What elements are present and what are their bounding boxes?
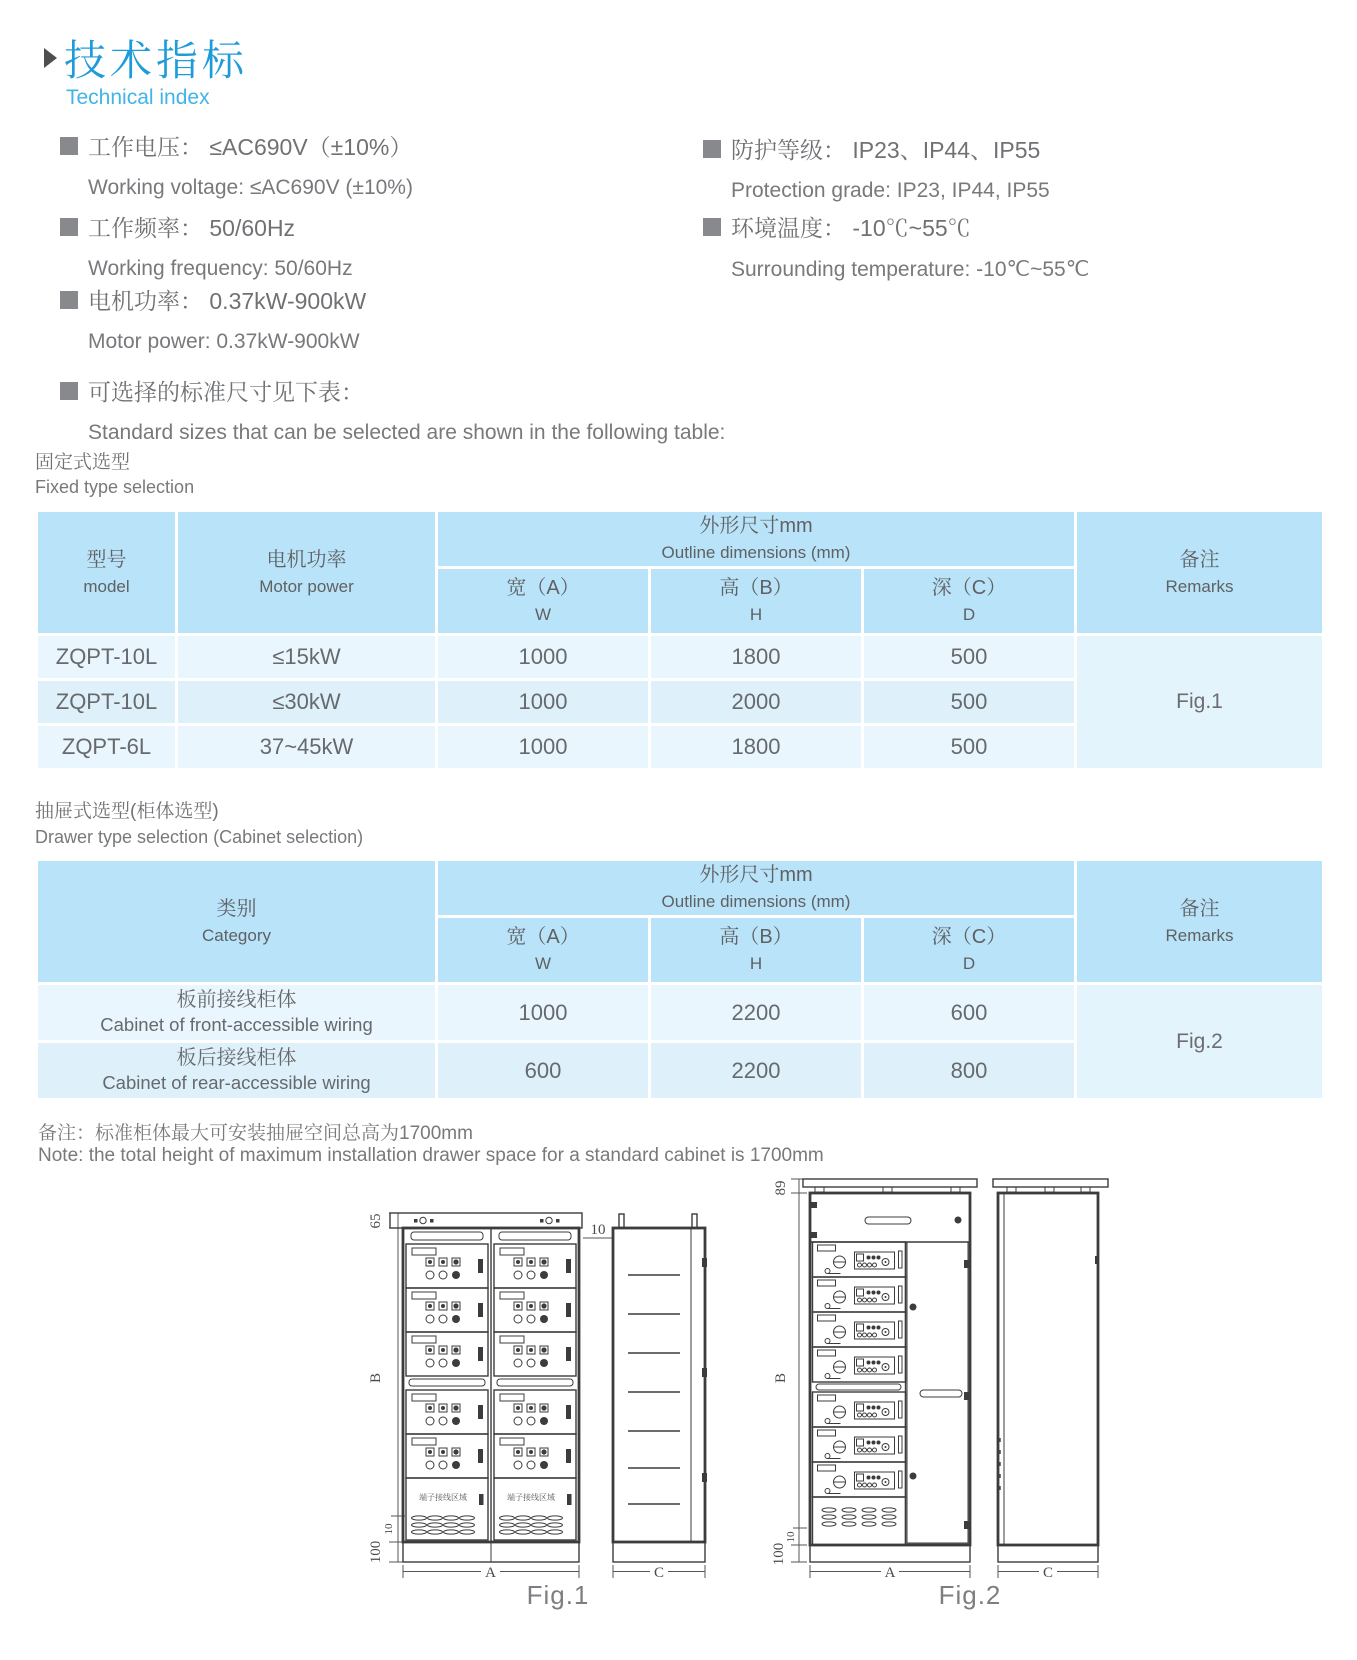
fixed-section-title-zh: 固定式选型: [35, 452, 131, 473]
cell-model: ZQPT-10L: [38, 636, 175, 678]
cell-depth: 600: [864, 985, 1074, 1040]
fixed-type-table: [35, 509, 1325, 771]
fig1-dim-width-label: A: [485, 1565, 496, 1581]
col-header-remarks: 备注 Remarks: [1077, 861, 1322, 982]
fig1-terminal-label: 端子接线区域: [507, 1493, 555, 1502]
fig2-dim-cap: 89: [773, 1180, 789, 1196]
cell-width: 1000: [438, 636, 648, 678]
col-header-depth: 深（C） D: [864, 918, 1074, 982]
cell-remarks: Fig.2: [1077, 985, 1322, 1098]
cell-power: 37~45kW: [178, 726, 435, 768]
cell-depth: 800: [864, 1043, 1074, 1098]
cell-width: 1000: [438, 726, 648, 768]
bullet-square-icon: [703, 218, 721, 236]
fig1-dimensions-left: [368, 1213, 405, 1563]
spec-zh-text: 工作频率： 50/60Hz: [88, 215, 296, 241]
spec-zh-text: 工作电压： ≤AC690V（±10%）: [88, 134, 413, 160]
fig2-dimensions-left: [771, 1179, 807, 1565]
fig1-dim-height: B: [368, 1372, 384, 1384]
fig2-dim-base: 100: [771, 1542, 787, 1566]
fig2-side-view: [993, 1179, 1108, 1562]
spec-zh-text: 电机功率： 0.37kW-900kW: [88, 288, 367, 314]
spec-motor-power: [60, 283, 366, 354]
spec-en-text: Surrounding temperature: -10℃~55℃: [731, 258, 1090, 281]
cell-category: 板前接线柜体 Cabinet of front-accessible wiring: [38, 985, 435, 1040]
spec-protection-grade: [703, 132, 1050, 203]
col-header-model: 型号 model: [38, 512, 175, 633]
cell-width: 1000: [438, 681, 648, 723]
bullet-square-icon: [60, 218, 78, 236]
fig1-front-view: [390, 1213, 582, 1562]
cell-width: 600: [438, 1043, 648, 1098]
col-header-outline-dimensions: 外形尺寸mm Outline dimensions (mm): [438, 861, 1074, 915]
cell-model: ZQPT-6L: [38, 726, 175, 768]
drawer-section-title-zh: 抽屉式选型(柜体选型): [35, 801, 219, 822]
cell-width: 1000: [438, 985, 648, 1040]
spec-en-text: Motor power: 0.37kW-900kW: [88, 330, 360, 353]
section-arrow-icon: [44, 48, 57, 68]
col-header-height: 高（B） H: [651, 918, 861, 982]
spec-zh-text: 环境温度： -10℃~55℃: [731, 215, 971, 241]
col-header-category: 类别 Category: [38, 861, 435, 982]
fig1-dim-depth: [613, 1565, 705, 1581]
col-header-width: 宽（A） W: [438, 569, 648, 633]
bullet-square-icon: [60, 382, 78, 400]
cell-height: 1800: [651, 636, 861, 678]
spec-en-text: Working frequency: 50/60Hz: [88, 257, 353, 280]
page-title: 技术指标: [64, 37, 249, 84]
fig2-dim-depth-label: C: [1042, 1565, 1054, 1581]
spec-en-text: Standard sizes that can be selected are shown in the following table:: [88, 421, 726, 444]
cell-model: ZQPT-10L: [38, 681, 175, 723]
col-header-motor-power: 电机功率 Motor power: [178, 512, 435, 633]
fig2-caption: Fig.2: [938, 1580, 1002, 1610]
fig2-drawing: [715, 1138, 1110, 1613]
cell-depth: 500: [864, 636, 1074, 678]
table-row: [38, 985, 1322, 1040]
bullet-square-icon: [60, 291, 78, 309]
fig2-dim-vent: 10: [785, 1531, 797, 1543]
fig1-dim-depth-label: C: [653, 1565, 665, 1581]
col-header-remarks: 备注 Remarks: [1077, 512, 1322, 633]
fig1-drawing: [335, 1138, 715, 1613]
cell-depth: 500: [864, 726, 1074, 768]
cell-height: 2200: [651, 985, 861, 1040]
spec-surrounding-temperature: [703, 210, 1089, 282]
note-en: Note: the total height of maximum installation drawer space for a standard cabinet is 1700mm: [38, 1145, 824, 1166]
fig1-caption: Fig.1: [526, 1580, 590, 1610]
fig1-dim-cap: 65: [368, 1213, 384, 1229]
cell-category: 板后接线柜体 Cabinet of rear-accessible wiring: [38, 1043, 435, 1098]
cell-height: 2200: [651, 1043, 861, 1098]
bullet-square-icon: [703, 140, 721, 158]
fixed-section-title-en: Fixed type selection: [35, 477, 195, 497]
spec-zh-text: 防护等级： IP23、IP44、IP55: [731, 137, 1041, 163]
fig1-side-view: [613, 1214, 707, 1562]
fig1-dim-width: [403, 1565, 579, 1581]
fig2-dim-width: [810, 1565, 970, 1581]
spec-working-voltage: [60, 129, 413, 200]
page-subtitle: Technical index: [66, 86, 210, 109]
cell-power: ≤30kW: [178, 681, 435, 723]
cell-height: 1800: [651, 726, 861, 768]
fig1-dim-vent: 10: [383, 1523, 395, 1535]
cell-height: 2000: [651, 681, 861, 723]
fig2-dim-height: B: [773, 1372, 789, 1384]
bullet-square-icon: [60, 137, 78, 155]
note-zh: 备注：标准柜体最大可安装抽屉空间总高为1700mm: [38, 1123, 473, 1144]
fig1-terminal-label: 端子接线区域: [419, 1493, 467, 1502]
fig2-dim-width-label: A: [884, 1565, 896, 1581]
cell-depth: 500: [864, 681, 1074, 723]
col-header-height: 高（B） H: [651, 569, 861, 633]
cell-remarks: Fig.1: [1077, 636, 1322, 768]
table-row: [38, 636, 1322, 678]
cell-power: ≤15kW: [178, 636, 435, 678]
spec-zh-text: 可选择的标准尺寸见下表：: [88, 379, 364, 405]
fig1-dim-top-right-label: 10: [590, 1222, 606, 1238]
fig1-dim-top-right: [583, 1222, 613, 1238]
spec-table-intro: [60, 374, 725, 445]
spec-en-text: Working voltage: ≤AC690V (±10%): [88, 176, 413, 199]
col-header-width: 宽（A） W: [438, 918, 648, 982]
spec-en-text: Protection grade: IP23, IP44, IP55: [731, 179, 1050, 202]
col-header-outline-dimensions: 外形尺寸mm Outline dimensions (mm): [438, 512, 1074, 566]
drawer-type-table: [35, 858, 1325, 1101]
drawer-section-title-en: Drawer type selection (Cabinet selection): [35, 827, 364, 847]
col-header-depth: 深（C） D: [864, 569, 1074, 633]
fig2-dim-depth: [998, 1565, 1098, 1581]
fig1-dim-base: 100: [368, 1540, 384, 1564]
spec-working-frequency: [60, 210, 353, 281]
fig2-front-view: [803, 1179, 977, 1562]
